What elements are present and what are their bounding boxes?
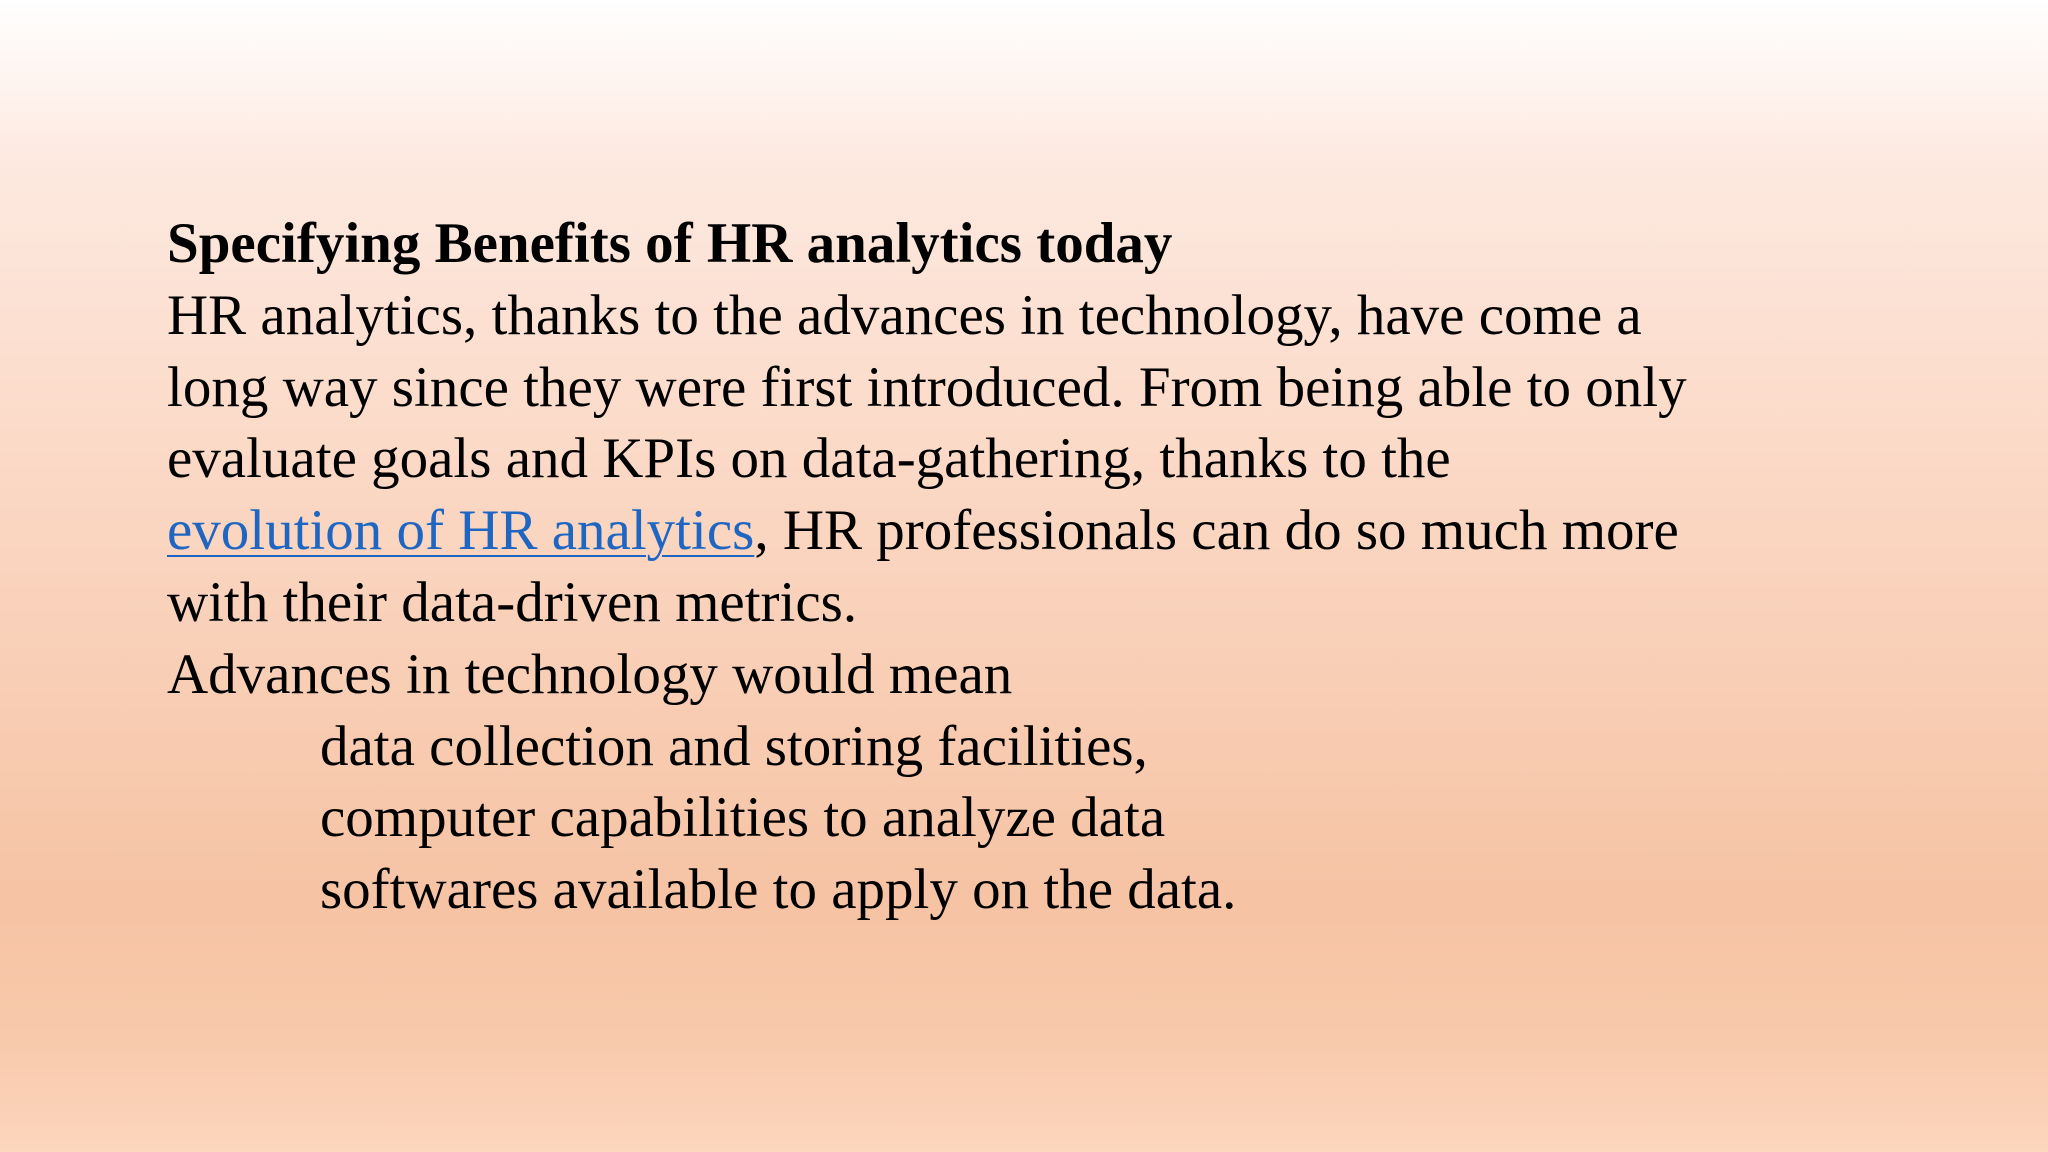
advances-intro: Advances in technology would mean [167,642,1013,706]
paragraph-line-2: long way since they were first introduced. From being able to only [167,355,1687,419]
paragraph-line-1: HR analytics, thanks to the advances in technology, have come a [167,283,1642,347]
paragraph-line-4-trailing: , HR professionals can do so much more [754,499,1679,563]
paragraph-line-5: with their data-driven metrics. [167,570,858,634]
advances-item-softwares: softwares available to apply on the data. [320,858,1237,922]
paragraph-line-3: evaluate goals and KPIs on data-gathering, thanks to the [167,427,1451,491]
slide-text-body [167,208,1887,926]
slide-heading: Specifying Benefits of HR analytics today [167,212,1173,275]
advances-item-data-collection: data collection and storing facilities, [320,714,1148,778]
evolution-of-hr-analytics-link[interactable]: evolution of HR analytics [167,499,755,563]
advances-item-computer-capabilities: computer capabilities to analyze data [320,786,1166,850]
paragraph-line-4 [167,495,1887,567]
